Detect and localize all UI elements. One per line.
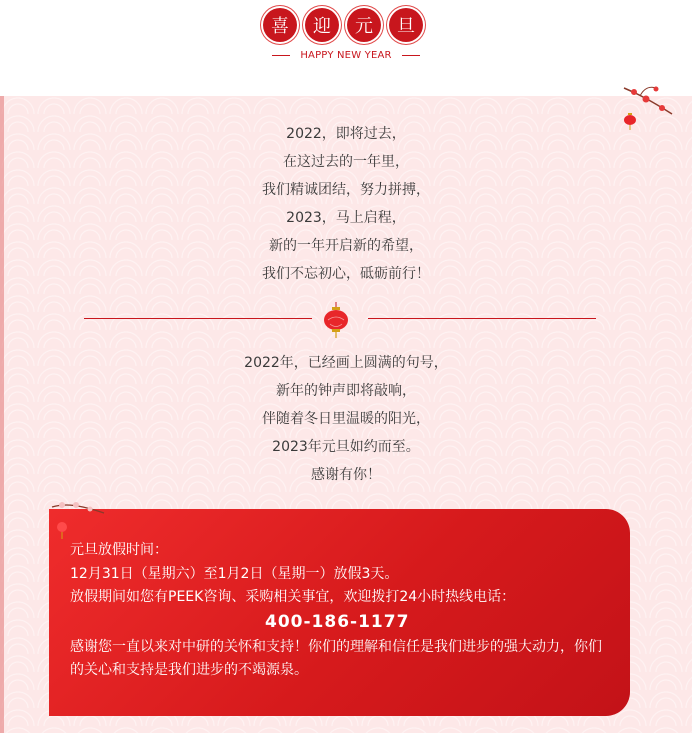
title-char-4: 旦	[389, 8, 423, 42]
poem-line: 2022年，已经画上圆满的句号，	[244, 355, 448, 371]
poem-line: 新的一年开启新的希望，	[269, 238, 423, 254]
poem-line: 感谢有你！	[311, 467, 381, 483]
title-char-1: 喜	[263, 8, 297, 42]
poem-line: 2023年元旦如约而至。	[272, 439, 420, 455]
notice-dates: 12月31日（星期六）至1月2日（星期一）放假3天。	[70, 566, 399, 582]
header	[0, 0, 692, 96]
poem-line: 在这过去的一年里，	[283, 154, 409, 170]
title-char-2: 迎	[305, 8, 339, 42]
hotline-number[interactable]: 400-186-1177	[265, 612, 410, 632]
lantern-icon	[322, 302, 350, 338]
title-char-3: 元	[347, 8, 381, 42]
poem-line: 新年的钟声即将敲响，	[276, 383, 416, 399]
poem-line: 2023，马上启程，	[286, 210, 406, 226]
notice-consult: 放假期间如您有PEEK咨询、采购相关事宜，欢迎拨打24小时热线电话：	[70, 589, 516, 605]
subtitle: HAPPY NEW YEAR	[300, 50, 392, 61]
notice-thanks: 感谢您一直以来对中研的关怀和支持！你们的理解和信任是我们进步的强大动力，你们的关心和支持是我们进步的不竭源泉。	[70, 639, 602, 678]
divider-left	[84, 318, 312, 319]
poem-section-2	[0, 349, 692, 489]
subtitle-left-line	[272, 55, 290, 56]
poem-section-1	[0, 120, 692, 288]
poem-line: 2022，即将过去，	[286, 126, 406, 142]
poem-line: 我们不忘初心，砥砺前行！	[262, 266, 430, 282]
panel-blossom-icon	[50, 497, 106, 545]
poem-line: 我们精诚团结，努力拼搏，	[262, 182, 430, 198]
subtitle-right-line	[402, 55, 420, 56]
title-row	[263, 8, 423, 42]
divider-right	[368, 318, 596, 319]
subtitle-row	[0, 50, 692, 61]
poem-line: 伴随着冬日里温暖的阳光，	[262, 411, 430, 427]
notice-heading: 元旦放假时间：	[70, 542, 168, 558]
